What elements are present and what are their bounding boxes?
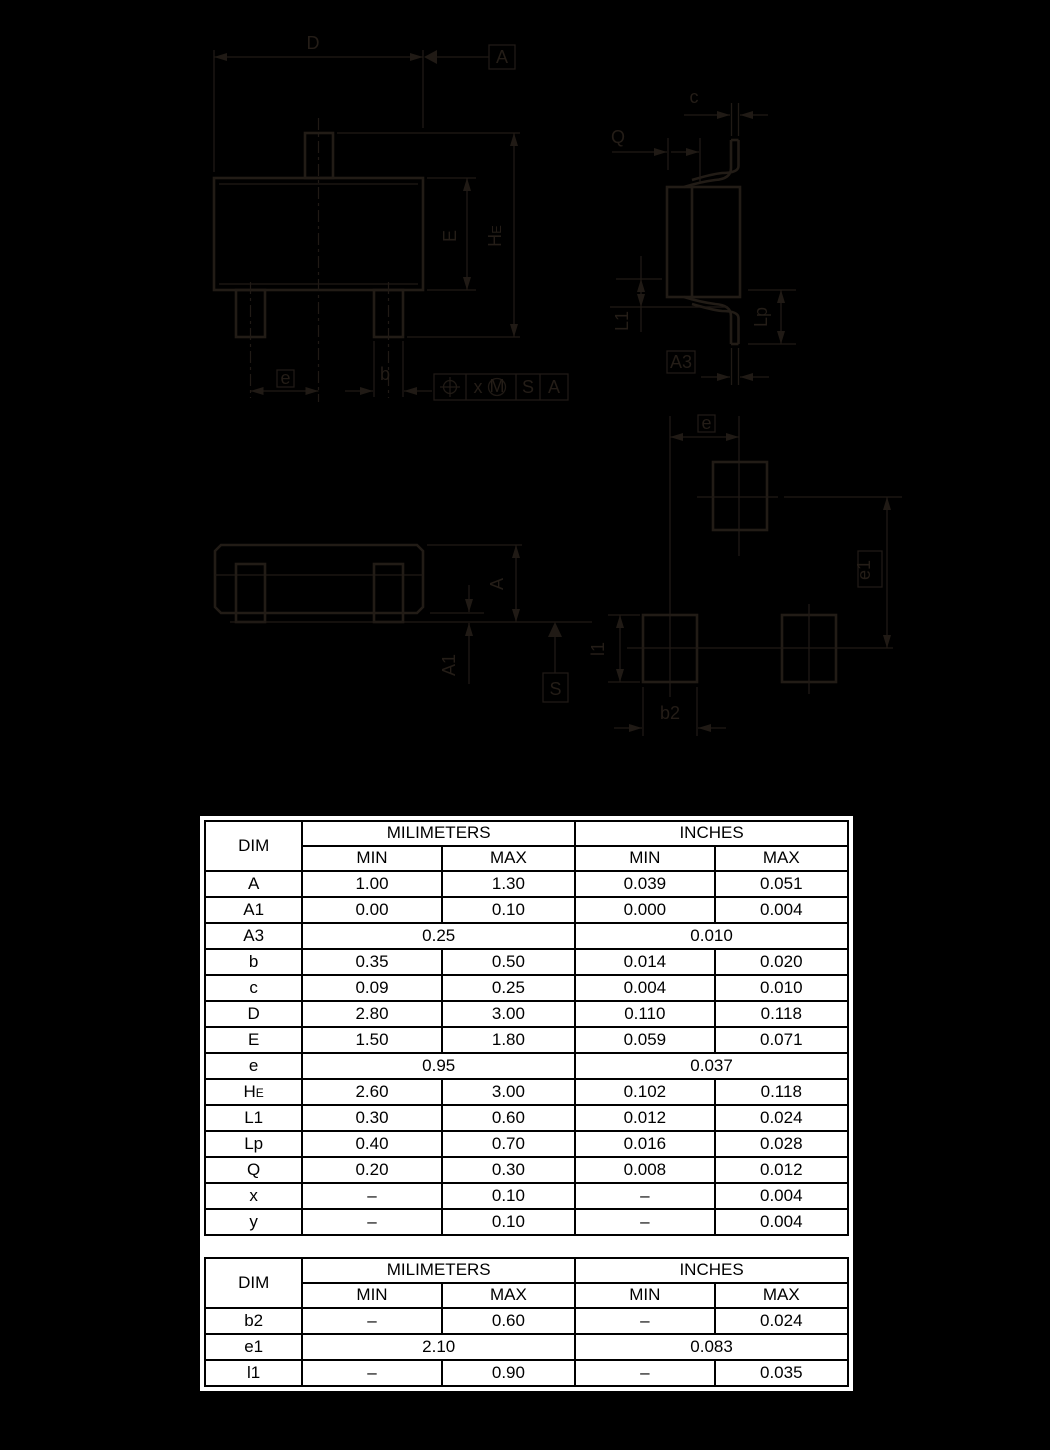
header-in-min: MIN [575, 846, 714, 871]
dim-Q [611, 127, 700, 182]
table-header-row [205, 1258, 848, 1283]
label-l1: l1 [588, 641, 608, 657]
table-row [205, 1334, 848, 1360]
table-row [205, 1360, 848, 1386]
table-cell: 0.059 [575, 1027, 714, 1053]
table-cell-dim: Q [205, 1157, 302, 1183]
table-cell: – [575, 1183, 714, 1209]
dimension-table-land-pattern [204, 1257, 849, 1387]
header-dim: DIM [205, 821, 302, 871]
table-cell: 0.09 [302, 975, 441, 1001]
table-row [205, 949, 848, 975]
dim-A1 [430, 585, 484, 684]
label-A3: A3 [669, 352, 693, 372]
label-fcf-x: x [473, 377, 483, 397]
table-cell-dim: HE [205, 1079, 302, 1105]
table-cell: 0.118 [715, 1001, 848, 1027]
table-cell: 0.008 [575, 1157, 714, 1183]
table-cell: 0.037 [575, 1053, 848, 1079]
dimension-table-package [204, 820, 849, 1236]
table-cell: 2.10 [302, 1334, 575, 1360]
table-row [205, 1209, 848, 1235]
table-cell: 0.083 [575, 1334, 848, 1360]
header-dim: DIM [205, 1258, 302, 1308]
label-E: E [440, 229, 460, 243]
table-cell-dim: b [205, 949, 302, 975]
table-cell: 0.60 [442, 1105, 575, 1131]
label-c: c [689, 87, 699, 107]
table-cell: 0.024 [715, 1105, 848, 1131]
table-row [205, 897, 848, 923]
label-fcf-s: S [521, 377, 535, 397]
label-Lp: Lp [751, 306, 771, 328]
table-row [205, 1105, 848, 1131]
table-cell-dim: E [205, 1027, 302, 1053]
table-cell: 0.012 [575, 1105, 714, 1131]
table-cell-dim: l1 [205, 1360, 302, 1386]
top-view [214, 33, 568, 402]
table-cell: 0.010 [715, 975, 848, 1001]
table-cell: 0.70 [442, 1131, 575, 1157]
label-S: S [549, 679, 562, 699]
dimension-tables-block [200, 816, 853, 1391]
table-cell: 0.20 [302, 1157, 441, 1183]
table-cell: 0.110 [575, 1001, 714, 1027]
label-e: e [280, 368, 291, 388]
label-Q: Q [610, 127, 626, 147]
table-cell: 0.25 [442, 975, 575, 1001]
table-cell: 3.00 [442, 1001, 575, 1027]
label-b2: b2 [659, 703, 681, 723]
dim-e-land [670, 413, 739, 437]
table-cell: 0.000 [575, 897, 714, 923]
package-body-side [667, 187, 740, 297]
table-cell: – [575, 1209, 714, 1235]
table-row [205, 975, 848, 1001]
table-cell: 0.118 [715, 1079, 848, 1105]
header-inches: INCHES [575, 821, 848, 846]
label-A1: A1 [439, 653, 459, 677]
datum-S [543, 622, 568, 702]
datum-A [424, 45, 515, 69]
table-cell-dim: L1 [205, 1105, 302, 1131]
table-row [205, 1183, 848, 1209]
table-row [205, 1308, 848, 1334]
table-cell: 0.016 [575, 1131, 714, 1157]
table-gap [204, 1236, 849, 1257]
table-cell: 1.80 [442, 1027, 575, 1053]
front-view [215, 545, 592, 702]
header-mm-max: MAX [442, 846, 575, 871]
table-cell: – [302, 1360, 441, 1386]
table-cell: 0.004 [715, 897, 848, 923]
table-cell: 1.00 [302, 871, 441, 897]
dim-HE [337, 133, 520, 337]
table-cell: 0.10 [442, 1183, 575, 1209]
dim-A [427, 545, 522, 622]
table-cell: 0.028 [715, 1131, 848, 1157]
table-subheader-row [205, 846, 848, 871]
table-cell: 0.035 [715, 1360, 848, 1386]
label-L1: L1 [612, 310, 632, 332]
table-cell-dim: x [205, 1183, 302, 1209]
table-cell: 0.40 [302, 1131, 441, 1157]
header-millimeters: MILIMETERS [302, 821, 575, 846]
table-row [205, 1157, 848, 1183]
table-cell: 1.50 [302, 1027, 441, 1053]
table-cell: 3.00 [442, 1079, 575, 1105]
table-cell: – [575, 1360, 714, 1386]
table-cell: 0.071 [715, 1027, 848, 1053]
table-cell: 0.50 [442, 949, 575, 975]
table-cell: – [575, 1308, 714, 1334]
table-cell: 0.95 [302, 1053, 575, 1079]
table-subheader-row [205, 1283, 848, 1308]
header-inches: INCHES [575, 1258, 848, 1283]
header-in-min: MIN [575, 1283, 714, 1308]
table-cell: – [302, 1209, 441, 1235]
feature-control-frame [434, 374, 568, 400]
dim-E [427, 178, 476, 290]
table-header-row [205, 821, 848, 846]
table-cell: 0.004 [715, 1183, 848, 1209]
datum-triangle-icon [548, 622, 562, 637]
table-row [205, 1053, 848, 1079]
dim-c [684, 87, 768, 136]
package-body-front [215, 545, 423, 613]
table-cell-dim: b2 [205, 1308, 302, 1334]
table-cell: – [302, 1183, 441, 1209]
table-cell-dim: e1 [205, 1334, 302, 1360]
table-row [205, 923, 848, 949]
table-cell: 0.020 [715, 949, 848, 975]
table-cell: – [302, 1308, 441, 1334]
table-cell: 0.90 [442, 1360, 575, 1386]
table-cell: 0.039 [575, 871, 714, 897]
table-cell: 0.10 [442, 897, 575, 923]
table-cell-dim: c [205, 975, 302, 1001]
label-e1: e1 [854, 559, 874, 581]
table-row [205, 1001, 848, 1027]
header-in-max: MAX [715, 846, 848, 871]
table-cell: 0.051 [715, 871, 848, 897]
table-cell: 0.00 [302, 897, 441, 923]
table-row [205, 1131, 848, 1157]
table-row [205, 1079, 848, 1105]
table-cell: 0.60 [442, 1308, 575, 1334]
label-fcf-datum: A [547, 377, 561, 397]
dim-Lp [748, 290, 796, 344]
pad-top [713, 462, 767, 530]
table-cell: 0.102 [575, 1079, 714, 1105]
label-A: A [487, 577, 507, 591]
table-cell: 2.80 [302, 1001, 441, 1027]
dim-L1 [610, 256, 728, 332]
table-cell-dim: A3 [205, 923, 302, 949]
header-in-max: MAX [715, 1283, 848, 1308]
header-mm-max: MAX [442, 1283, 575, 1308]
label-D: D [306, 33, 320, 53]
table-cell: 1.30 [442, 871, 575, 897]
table-cell: 0.35 [302, 949, 441, 975]
table-cell: 0.012 [715, 1157, 848, 1183]
table-cell: 0.30 [442, 1157, 575, 1183]
table-row [205, 871, 848, 897]
land-pattern [588, 413, 902, 736]
side-view [610, 87, 796, 385]
header-mm-min: MIN [302, 1283, 441, 1308]
label-fcf-m: M [489, 376, 505, 396]
position-tolerance-icon [440, 377, 460, 397]
label-e-land: e [701, 413, 712, 433]
label-b: b [379, 364, 391, 384]
table-cell-dim: Lp [205, 1131, 302, 1157]
table-cell: 0.024 [715, 1308, 848, 1334]
header-mm-min: MIN [302, 846, 441, 871]
table-cell: 0.004 [575, 975, 714, 1001]
dim-b [345, 341, 432, 397]
table-cell: 0.014 [575, 949, 714, 975]
table-cell-dim: D [205, 1001, 302, 1027]
label-datum-A: A [495, 47, 509, 67]
table-cell: 0.10 [442, 1209, 575, 1235]
table-cell-dim: A1 [205, 897, 302, 923]
dim-e1 [854, 497, 887, 648]
header-millimeters: MILIMETERS [302, 1258, 575, 1283]
table-cell-dim: e [205, 1053, 302, 1079]
table-cell: 2.60 [302, 1079, 441, 1105]
table-cell: 0.25 [302, 923, 575, 949]
dim-A3 [667, 348, 769, 385]
label-HE: HE [485, 225, 505, 247]
datum-triangle-icon [424, 50, 437, 64]
table-cell-dim: y [205, 1209, 302, 1235]
table-cell: 0.004 [715, 1209, 848, 1235]
dim-e [251, 368, 319, 391]
table-cell: 0.30 [302, 1105, 441, 1131]
table-row [205, 1027, 848, 1053]
table-cell-dim: A [205, 871, 302, 897]
table-cell: 0.010 [575, 923, 848, 949]
